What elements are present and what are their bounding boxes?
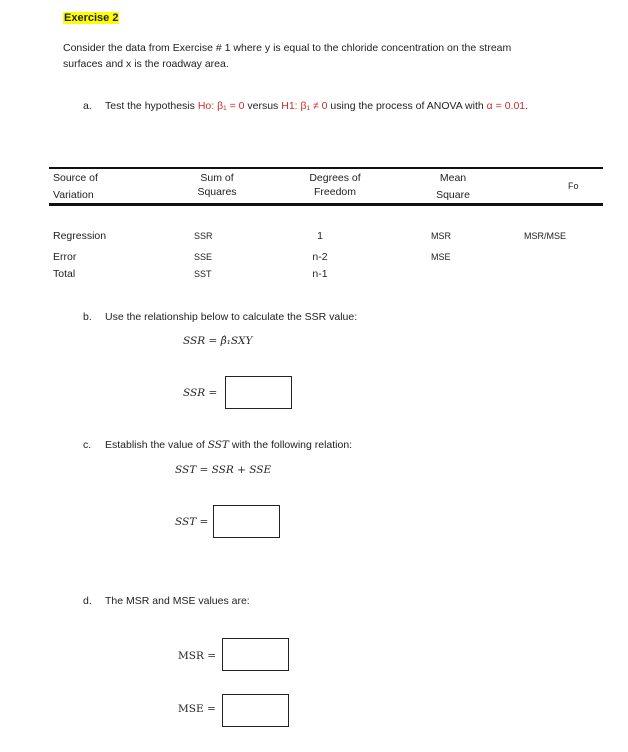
header-source-line1: Source of bbox=[53, 172, 98, 184]
msr-answer-box[interactable] bbox=[222, 638, 289, 671]
mse-answer-box[interactable] bbox=[222, 694, 289, 727]
row-error-source: Error bbox=[53, 251, 77, 263]
row-total-ss: SST bbox=[194, 269, 212, 279]
row-total-df: n-1 bbox=[312, 268, 328, 280]
part-b-letter: b. bbox=[83, 311, 92, 323]
row-regression-source: Regression bbox=[53, 230, 107, 242]
header-df-line1: Degrees of bbox=[309, 172, 361, 184]
row-regression-f: MSR/MSE bbox=[524, 231, 567, 241]
table-header-rule bbox=[49, 203, 603, 206]
part-d-letter: d. bbox=[83, 595, 92, 607]
null-hypothesis: Ho: β₁ = 0 bbox=[197, 100, 245, 112]
part-c-text: Establish the value of SST with the following relation: bbox=[105, 439, 353, 451]
alternative-hypothesis: H1: β₁ ≠ 0 bbox=[281, 100, 328, 112]
part-b-text: Use the relationship below to calculate the SSR value: bbox=[105, 311, 358, 323]
row-error-df: n-2 bbox=[312, 251, 328, 263]
header-source-line2: Variation bbox=[53, 189, 94, 201]
row-regression-df: 1 bbox=[317, 230, 323, 242]
table-top-rule bbox=[49, 167, 603, 169]
header-ms-line2: Square bbox=[436, 189, 470, 201]
row-error-ms: MSE bbox=[431, 252, 451, 262]
row-regression-ss: SSR bbox=[194, 231, 213, 241]
intro-line-1: Consider the data from Exercise # 1 where y is equal to the chloride concentration on the stream bbox=[63, 42, 512, 54]
mse-answer-label: MSE = bbox=[178, 703, 216, 715]
part-d-text: The MSR and MSE values are: bbox=[105, 595, 250, 607]
part-a-question: Test the hypothesis Ho: β₁ = 0 versus H1: β₁ ≠ 0 using the process of ANOVA with α = 0.01. bbox=[105, 100, 529, 112]
alpha-level: α = 0.01 bbox=[486, 100, 526, 112]
row-total-source: Total bbox=[53, 268, 76, 280]
row-regression-ms: MSR bbox=[431, 231, 451, 241]
header-ss-line1: Sum of bbox=[200, 172, 234, 184]
ssr-formula: SSR = β̂₁SXY bbox=[183, 335, 253, 347]
sst-answer-box[interactable] bbox=[213, 505, 280, 538]
sst-answer-label: SST = bbox=[175, 516, 209, 528]
exercise-heading: Exercise 2 bbox=[64, 12, 119, 24]
ssr-answer-label: SSR = bbox=[183, 387, 218, 399]
part-c-letter: c. bbox=[83, 439, 92, 451]
header-df-line2: Freedom bbox=[313, 186, 356, 198]
header-ss-line2: Squares bbox=[197, 186, 237, 198]
ssr-answer-box[interactable] bbox=[225, 376, 292, 409]
header-ms-line1: Mean bbox=[439, 172, 467, 184]
intro-line-2: surfaces and x is the roadway area. bbox=[63, 58, 229, 70]
row-error-ss: SSE bbox=[194, 252, 213, 262]
header-f: Fo bbox=[568, 181, 579, 191]
part-a-letter: a. bbox=[83, 100, 92, 112]
msr-answer-label: MSR = bbox=[178, 650, 216, 662]
sst-formula: SST = SSR + SSE bbox=[175, 464, 272, 476]
